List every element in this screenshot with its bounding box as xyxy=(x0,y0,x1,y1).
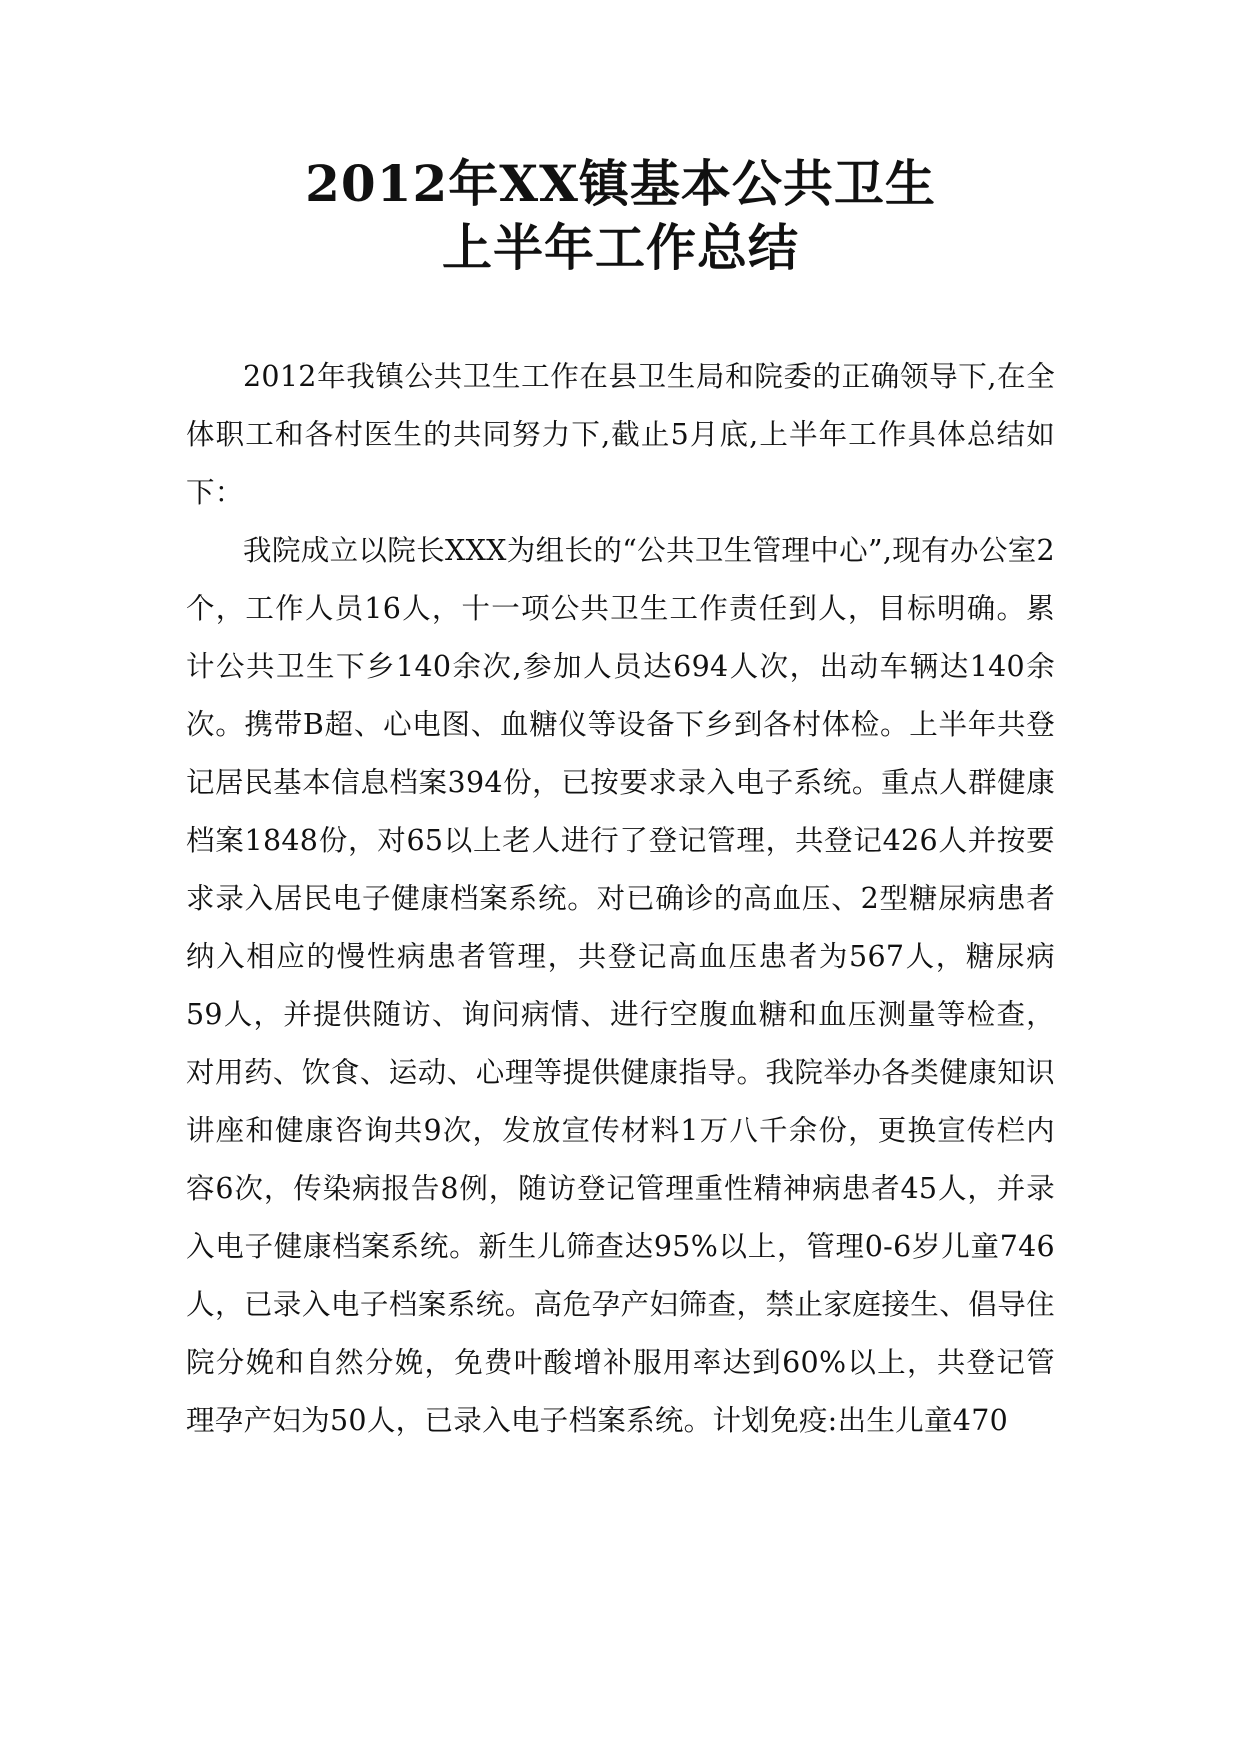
title-line-2: 上半年工作总结 xyxy=(442,218,799,277)
document-title xyxy=(0,152,1241,280)
paragraph-intro: 2012年我镇公共卫生工作在县卫生局和院委的正确领导下,在全体职工和各村医生的共同努力下,截止5月底,上半年工作具体总结如下： xyxy=(186,360,1055,509)
paragraph-main: 我院成立以院长XXX为组长的“公共卫生管理中心”,现有办公室2个，工作人员16人，十一项公共卫生工作责任到人，目标明确。累计公共卫生下乡140余次,参加人员达694人次，出动车辆达140余次。携带B超、心电图、血糖仪等设备下乡到各村体检。上半年共登记居民基本信息档案394份，已按要求录入电子系统。重点人群健康档案1848份，对65以上老人进行了登记管理，共登记426人并按要求录入居民电子健康档案系统。对已确诊的高血压、2型糖尿病患者纳入相应的慢性病患者管理，共登记高血压患者为567人，糖尿病59人，并提供随访、询问病情、进行空腹血糖和血压测量等检查，对用药、饮食、运动、心理等提供健康指导。我院举办各类健康知识讲座和健康咨询共9次，发放宣传材料1万八千余份，更换宣传栏内容6次，传染病报告8例，随访登记管理重性精神病患者45人，并录入电子健康档案系统。新生儿筛查达95%以上，管理0-6岁儿童746人，已录入电子档案系统。高危孕产妇筛查，禁止家庭接生、倡导住院分娩和自然分娩，免费叶酸增补服用率达到60%以上，共登记管理孕产妇为50人，已录入电子档案系统。计划免疫:出生儿童470 xyxy=(186,534,1055,1437)
title-line-1: 2012年XX镇基本公共卫生 xyxy=(305,154,936,213)
document-body xyxy=(186,348,1055,1450)
